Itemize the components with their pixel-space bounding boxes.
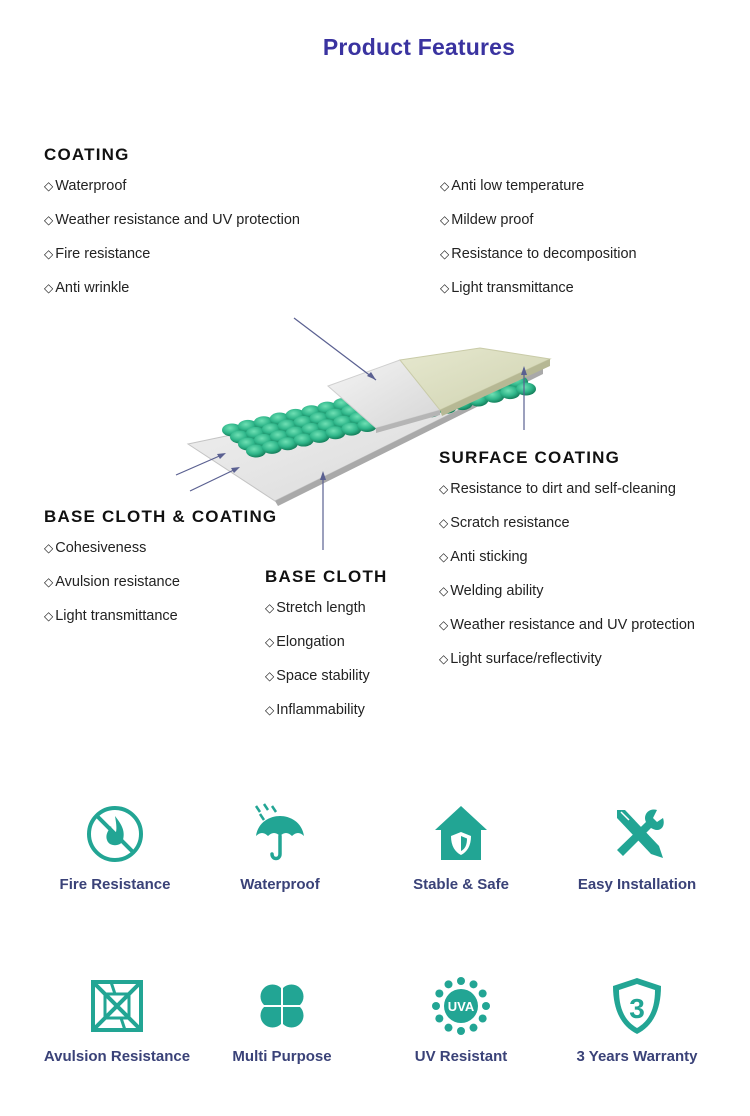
sun-ray <box>435 1015 443 1023</box>
list-item: ◇ Elongation <box>265 632 370 666</box>
clover-icon <box>250 974 314 1038</box>
list-item: ◇ Space stability <box>265 666 370 700</box>
list-item: ◇ Mildew proof <box>440 210 637 244</box>
list-item: ◇ Cohesiveness <box>44 538 180 572</box>
umbrella-icon <box>248 802 312 866</box>
list-item: ◇ Welding ability <box>439 581 695 615</box>
feature-stable-safe <box>366 802 556 893</box>
coating-list-right <box>440 176 637 312</box>
base-cloth-heading: BASE CLOTH <box>265 567 388 586</box>
sun-ray <box>479 990 487 998</box>
feature-label: Stable & Safe <box>413 876 509 893</box>
sun-ray <box>470 980 478 988</box>
feature-label: Easy Installation <box>577 876 697 893</box>
list-item: ◇ Anti wrinkle <box>44 278 300 312</box>
sun-ray <box>457 1027 465 1035</box>
sun-ray <box>457 977 465 985</box>
feature-label: Fire Resistance <box>59 876 171 893</box>
list-item: ◇ Avulsion resistance <box>44 572 180 606</box>
list-item: ◇ Fire resistance <box>44 244 300 278</box>
page-title: Product Features <box>322 34 516 60</box>
feature-waterproof <box>185 802 375 893</box>
feature-easy-installation <box>542 802 732 893</box>
list-item: ◇ Light transmittance <box>440 278 637 312</box>
coating-heading: COATING <box>44 145 130 164</box>
fire-resistance-icon <box>83 802 147 866</box>
uva-text: UVA <box>447 999 475 1014</box>
sun-ray <box>432 1002 440 1010</box>
list-item: ◇ Light transmittance <box>44 606 180 640</box>
house-shield-icon <box>429 802 493 866</box>
feature-fire-resistance <box>20 802 210 893</box>
list-item: ◇ Anti low temperature <box>440 176 637 210</box>
feature-warranty <box>542 974 732 1065</box>
uva-sun-icon <box>429 974 493 1038</box>
list-item: ◇ Resistance to dirt and self-cleaning <box>439 479 695 513</box>
base-cloth-list <box>265 598 370 734</box>
base-cloth-coating-heading: BASE CLOTH & COATING <box>44 507 278 526</box>
feature-label: 3 Years Warranty <box>576 1048 698 1065</box>
sun-ray <box>445 980 453 988</box>
list-item: ◇ Light surface/reflectivity <box>439 649 695 683</box>
tools-icon <box>605 802 669 866</box>
list-item: ◇ Inflammability <box>265 700 370 734</box>
feature-avulsion-resistance <box>22 974 212 1065</box>
sun-ray <box>445 1024 453 1032</box>
list-item: ◇ Anti sticking <box>439 547 695 581</box>
list-item: ◇ Weather resistance and UV protection <box>439 615 695 649</box>
sun-ray <box>435 990 443 998</box>
warranty-shield-icon <box>605 974 669 1038</box>
sun-ray <box>482 1002 490 1010</box>
list-item: ◇ Stretch length <box>265 598 370 632</box>
surface-coating-heading: SURFACE COATING <box>439 448 621 467</box>
warranty-number: 3 <box>629 993 645 1024</box>
feature-multi-purpose <box>187 974 377 1065</box>
feature-label: Multi Purpose <box>232 1048 332 1065</box>
coating-list-left <box>44 176 300 312</box>
mesh-bump <box>516 383 536 396</box>
sun-ray <box>479 1015 487 1023</box>
feature-label: UV Resistant <box>414 1048 508 1065</box>
avulsion-icon <box>85 974 149 1038</box>
list-item: ◇ Weather resistance and UV protection <box>44 210 300 244</box>
list-item: ◇ Waterproof <box>44 176 300 210</box>
sun-ray <box>470 1024 478 1032</box>
list-item: ◇ Resistance to decomposition <box>440 244 637 278</box>
feature-uv-resistant <box>366 974 556 1065</box>
list-item: ◇ Scratch resistance <box>439 513 695 547</box>
feature-label: Waterproof <box>240 876 320 893</box>
feature-label: Avulsion Resistance <box>43 1048 191 1065</box>
base-cloth-coating-list <box>44 538 180 640</box>
surface-coating-list <box>439 479 695 683</box>
